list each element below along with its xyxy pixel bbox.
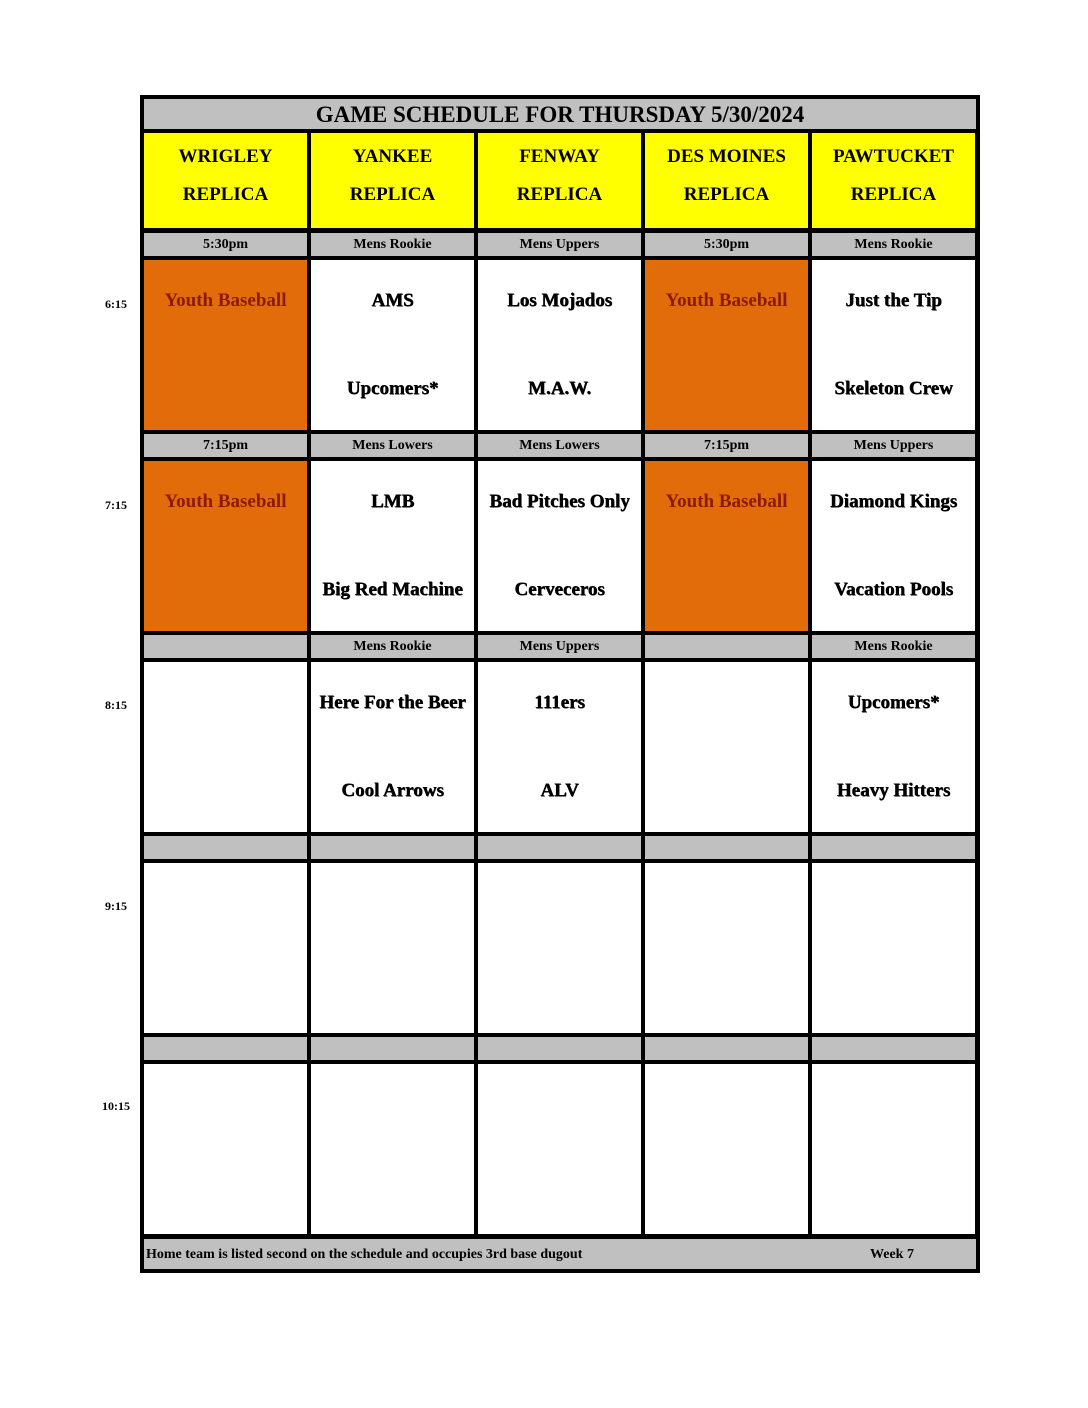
field-header-des-moines	[645, 133, 808, 228]
division-label	[311, 1037, 474, 1060]
time-label: 8:15	[105, 698, 127, 712]
game-cell	[645, 1064, 808, 1234]
away-team: Upcomers*	[847, 692, 940, 713]
time-label: 7:15	[105, 497, 127, 512]
game-cell	[645, 863, 808, 1033]
division-label: Mens Lowers	[478, 434, 641, 457]
away-team: Los Mojados	[506, 290, 613, 311]
division-label	[645, 1037, 808, 1060]
field-subname: REPLICA	[182, 184, 269, 205]
field-name: DES MOINES	[667, 146, 786, 167]
division-label	[645, 635, 808, 658]
game-cell	[311, 461, 474, 631]
away-team: Here For the Beer	[319, 692, 466, 713]
field-header-fenway	[478, 133, 641, 228]
home-team: M.A.W.	[527, 378, 592, 399]
division-label: Mens Rookie	[812, 233, 975, 256]
field-header-pawtucket	[812, 133, 975, 228]
field-header-yankee	[311, 133, 474, 228]
home-team: Cerveceros	[514, 579, 605, 600]
division-label: 5:30pm	[645, 233, 808, 256]
division-label: Mens Uppers	[478, 635, 641, 658]
game-cell	[311, 662, 474, 832]
time-label: 10:15	[102, 1099, 130, 1113]
field-header-wrigley	[144, 133, 307, 228]
youth-baseball-block	[144, 461, 307, 631]
week-label: Week 7	[870, 1247, 914, 1262]
youth-baseball-block	[645, 461, 808, 631]
field-subname: REPLICA	[516, 184, 603, 205]
division-label: Mens Uppers	[812, 434, 975, 457]
division-label: Mens Rookie	[812, 635, 975, 658]
home-team: Cool Arrows	[341, 780, 444, 801]
home-team: Vacation Pools	[833, 579, 954, 600]
game-cell	[812, 260, 975, 430]
home-team-note: Home team is listed second on the schedule and occupies 3rd base dugout	[146, 1247, 583, 1262]
field-name: FENWAY	[519, 146, 600, 167]
away-team: Youth Baseball	[164, 290, 287, 311]
home-team: ALV	[540, 780, 579, 801]
game-cell	[812, 863, 975, 1033]
home-team: Heavy Hitters	[836, 780, 951, 801]
division-label: 5:30pm	[144, 233, 307, 256]
away-team: Diamond Kings	[829, 491, 958, 512]
division-label	[478, 836, 641, 859]
game-cell	[144, 863, 307, 1033]
division-label: Mens Lowers	[311, 434, 474, 457]
game-cell	[311, 863, 474, 1033]
away-team: Just the Tip	[845, 290, 942, 311]
game-cell	[144, 662, 307, 832]
field-name: YANKEE	[352, 146, 433, 167]
game-cell	[478, 1064, 641, 1234]
away-team: Bad Pitches Only	[489, 491, 630, 512]
schedule-footer	[144, 1239, 976, 1269]
game-cell	[478, 260, 641, 430]
time-label: 6:15	[105, 297, 127, 311]
field-name: WRIGLEY	[178, 146, 273, 167]
away-team: AMS	[371, 290, 414, 311]
division-label	[311, 836, 474, 859]
game-cell	[812, 1064, 975, 1234]
division-label	[812, 1037, 975, 1060]
division-label	[144, 836, 307, 859]
away-team: Youth Baseball	[164, 491, 287, 512]
division-label: Mens Uppers	[478, 233, 641, 256]
division-label	[144, 1037, 307, 1060]
field-subname: REPLICA	[349, 184, 436, 205]
game-cell	[645, 662, 808, 832]
away-team: LMB	[370, 491, 415, 512]
away-team: 111ers	[534, 692, 585, 713]
game-cell	[812, 461, 975, 631]
home-team: Skeleton Crew	[834, 378, 953, 399]
division-label: Mens Rookie	[311, 635, 474, 658]
division-label	[478, 1037, 641, 1060]
away-team: Youth Baseball	[665, 491, 788, 512]
away-team: Youth Baseball	[665, 290, 788, 311]
game-cell	[144, 1064, 307, 1234]
time-label: 9:15	[105, 898, 127, 913]
division-label	[812, 836, 975, 859]
division-label: 7:15pm	[645, 434, 808, 457]
game-cell	[478, 863, 641, 1033]
schedule-table	[140, 95, 980, 1273]
game-cell	[812, 662, 975, 832]
game-cell	[311, 260, 474, 430]
field-subname: REPLICA	[850, 184, 937, 205]
division-label: Mens Rookie	[311, 233, 474, 256]
schedule-title: GAME SCHEDULE FOR THURSDAY 5/30/2024	[144, 99, 976, 129]
youth-baseball-block	[144, 260, 307, 430]
field-subname: REPLICA	[683, 184, 770, 205]
youth-baseball-block	[645, 260, 808, 430]
division-label: 7:15pm	[144, 434, 307, 457]
home-team: Big Red Machine	[322, 579, 463, 600]
home-team: Upcomers*	[346, 378, 439, 399]
game-cell	[478, 461, 641, 631]
game-cell	[311, 1064, 474, 1234]
division-label	[645, 836, 808, 859]
game-cell	[478, 662, 641, 832]
field-name: PAWTUCKET	[832, 146, 955, 167]
division-label	[144, 635, 307, 658]
